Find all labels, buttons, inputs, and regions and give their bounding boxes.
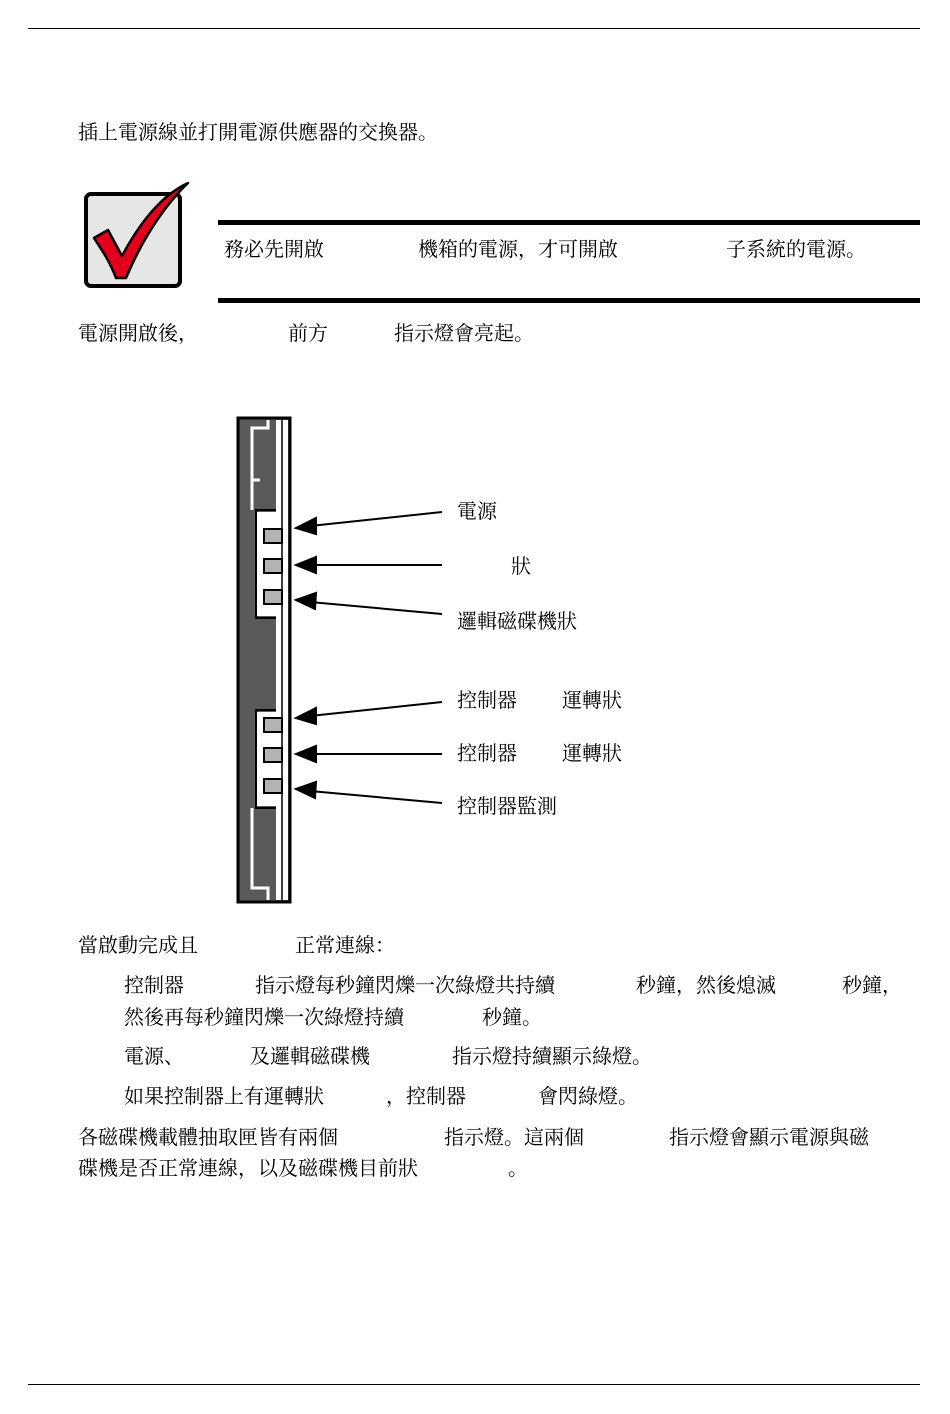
front-panel-diagram (230, 410, 460, 910)
boot-item1-a: 控制器 (124, 973, 184, 997)
top-rule (28, 28, 920, 29)
diagram-label-controller-monitor: 控制器監測 (457, 794, 557, 818)
diagram-label-controller-1a: 控制器 (457, 688, 517, 712)
boot-item1-d: 秒鐘， (842, 973, 902, 997)
boot-item3-b: ，控制器 (386, 1084, 466, 1108)
drive-line1-a: 各磁碟機載體抽取匣皆有兩個 (78, 1125, 338, 1149)
step-text: 插上電源線並打開電源供應器的交換器。 (78, 120, 438, 144)
boot-lead-2: 正常連線： (295, 933, 395, 957)
diagram-label-power: 電源 (457, 499, 497, 523)
led-status (264, 559, 282, 573)
drive-line1-c: 指示燈會顯示電源與磁 (669, 1125, 869, 1149)
boot-item1-f: 秒鐘。 (482, 1005, 542, 1029)
diagram-label-logical-drive: 邏輯磁碟機狀 (457, 609, 577, 633)
diagram-label-controller-1b: 運轉狀 (562, 688, 622, 712)
bottom-rule (28, 1384, 920, 1385)
led-controller-monitor (264, 779, 282, 793)
diagram-label-status: 狀 (511, 554, 531, 578)
boot-item2-c: 指示燈持續顯示綠燈。 (452, 1044, 652, 1068)
boot-item1-e: 然後再每秒鐘閃爍一次綠燈持續 (124, 1005, 404, 1029)
note-text-1: 務必先開啟 (224, 237, 324, 261)
diagram-label-controller-2a: 控制器 (457, 741, 517, 765)
boot-lead-1: 當啟動完成且 (78, 933, 198, 957)
check-mark-icon (82, 180, 194, 292)
after-power-text-3: 指示燈會亮起。 (394, 321, 534, 345)
boot-item3-c: 會閃綠燈。 (538, 1084, 638, 1108)
boot-item1-c: 秒鐘，然後熄滅 (636, 973, 776, 997)
boot-item1-b: 指示燈每秒鐘閃爍一次綠燈共持續 (255, 973, 555, 997)
led-power (264, 529, 282, 543)
after-power-text-1: 電源開啟後， (78, 321, 198, 345)
led-logical-drive (264, 590, 282, 604)
boot-item2-a: 電源、 (124, 1044, 184, 1068)
drive-line1-b: 指示燈。這兩個 (444, 1125, 584, 1149)
led-controller-1 (264, 718, 282, 732)
drive-line2-a: 碟機是否正常連線，以及磁碟機目前狀 (78, 1156, 418, 1180)
boot-item2-b: 及邏輯磁碟機 (250, 1044, 370, 1068)
note-rule-bottom (218, 298, 920, 303)
drive-line2-b: 。 (508, 1156, 528, 1180)
after-power-text-2: 前方 (288, 321, 328, 345)
led-controller-2 (264, 748, 282, 762)
boot-item3-a: 如果控制器上有運轉狀 (124, 1084, 324, 1108)
note-rule-top (218, 220, 920, 225)
note-text-2: 機箱的電源，才可開啟 (418, 237, 618, 261)
note-text-3: 子系統的電源。 (726, 237, 866, 261)
diagram-label-controller-2b: 運轉狀 (562, 741, 622, 765)
